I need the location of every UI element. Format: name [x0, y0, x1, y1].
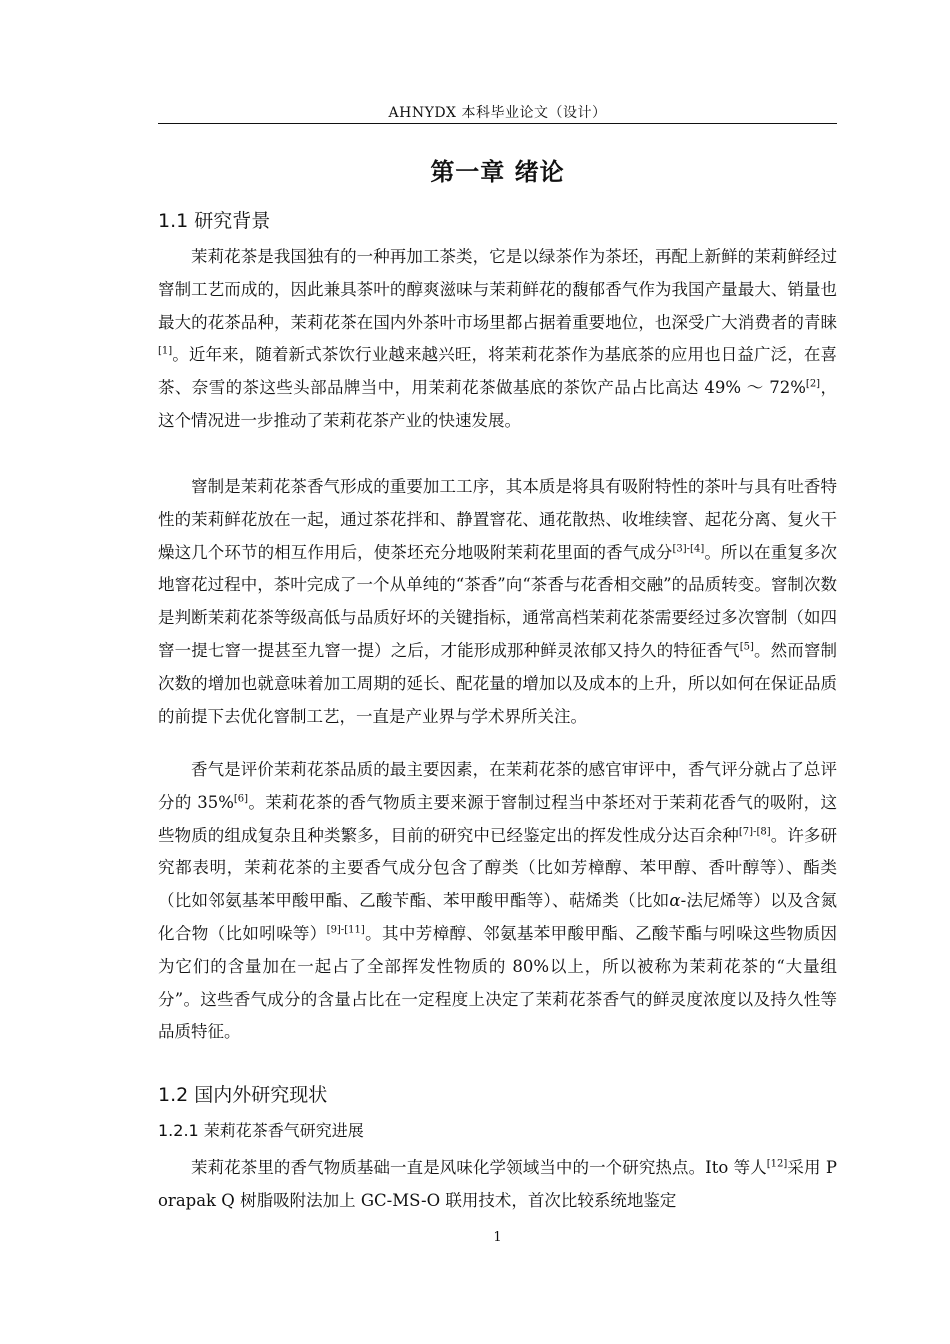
paragraph-text: 香气是评价茉莉花茶品质的最主要因素，在茉莉花茶的感官审评中，香气评分就占了总评分的 35% [158, 760, 837, 812]
citation: [9]-[11] [326, 924, 365, 936]
citation: [5] [739, 641, 754, 653]
paragraph-background-3 [158, 754, 837, 1049]
chapter-title: 第一章 绪论 [430, 158, 565, 186]
paragraph-text: 。许多研究都表明，茉莉花茶的主要香气成分包含了醇类（比如芳樟醇、苯甲醇、香叶醇等）、酯类（比如邻氨基苯甲酸甲酯、乙酸苄酯、苯甲酸甲酯等）、萜烯类（比如 [158, 825, 838, 911]
paragraph-text: -法尼烯等）以及含氮化合物（比如吲哚等） [158, 891, 838, 943]
citation: [1] [158, 345, 173, 357]
header-rule [158, 123, 837, 124]
paragraph-text: 。近年来，随着新式茶饮行业越来越兴旺，将茉莉花茶作为基底茶的应用也日益广泛，在喜茶、奈雪的茶这些头部品牌当中，用茉莉花茶做基底的茶饮产品占比高达 49% ～ 72% [158, 345, 837, 398]
paragraph-background-1 [158, 241, 837, 438]
paragraph-text: 。所以在重复多次地窨花过程中，茶叶完成了一个从单纯的“茶香”向“茶香与花香相交融”的品质转变。窨制次数是判断茉莉花茶等级高低与品质好坏的关键指标，通常高档茉莉花茶需要经过多次窨制（如四窨一提七窨一提甚至九窨一提）之后，才能形成那种鲜灵浓郁又持久的特征香气 [158, 542, 838, 660]
citation: [7]-[8] [738, 826, 771, 838]
paragraph-background-2 [158, 471, 837, 733]
running-header: AHNYDX 本科毕业论文（设计） [388, 105, 607, 121]
paragraph-text: 。茉莉花茶的香气物质主要来源于窨制过程当中茶坯对于茉莉花香气的吸附，这些物质的组成复杂且种类繁多，目前的研究中已经鉴定出的挥发性成分达百余种 [158, 792, 838, 845]
paragraph-text: 茉莉花茶里的香气物质基础一直是风味化学领域当中的一个研究热点。Ito 等人 [191, 1158, 767, 1177]
paragraph-text: ，这个情况进一步推动了茉莉花茶产业的快速发展。 [158, 378, 837, 430]
greek-alpha: α [669, 891, 681, 911]
page-number: 1 [493, 1230, 502, 1245]
citation: [6] [233, 793, 249, 805]
citation: [2] [805, 378, 821, 390]
paragraph-text: 茉莉花茶是我国独有的一种再加工茶类，它是以绿茶作为茶坯，再配上新鲜的茉莉鲜经过窨制工艺而成的，因此兼具茶叶的醇爽滋味与茉莉鲜花的馥郁香气作为我国产量最大、销量也最大的花茶品种，茉莉花茶在国内外茶叶市场里都占据着重要地位，也深受广大消费者的青睐 [158, 247, 837, 332]
paragraph-text: 。其中芳樟醇、邻氨基苯甲酸甲酯、乙酸苄酯与吲哚这些物质因为它们的含量加在一起占了全部挥发性物质的 80%以上，所以被称为茉莉花茶的“大量组分”。这些香气成分的含量占比在一定程度上决定了茉莉花茶香气的鲜灵度浓度以及持久性等品质特征。 [158, 923, 838, 1042]
section-heading-1-2: 1.2 国内外研究现状 [158, 1084, 328, 1106]
paragraph-text: 采用 Porapak Q 树脂吸附法加上 GC-MS-O 联用技术，首次比较系统地鉴定 [158, 1158, 837, 1210]
citation: [3]-[4] [672, 543, 705, 555]
citation: [12] [766, 1158, 788, 1170]
section-heading-1-1: 1.1 研究背景 [158, 210, 271, 232]
paragraph-text: 。然而窨制次数的增加也就意味着加工周期的延长、配花量的增加以及成本的上升，所以如何在保证品质的前提下去优化窨制工艺，一直是产业界与学术界所关注。 [158, 640, 838, 726]
paragraph-research-progress [158, 1152, 837, 1218]
paragraph-text: 窨制是茉莉花茶香气形成的重要加工工序，其本质是将具有吸附特性的茶叶与具有吐香特性的茉莉鲜花放在一起，通过茶花拌和、静置窨花、通花散热、收堆续窨、起花分离、复火干燥这几个环节的相互作用后，使茶坯充分地吸附茉莉花里面的香气成分 [158, 477, 837, 562]
subsection-heading-1-2-1: 1.2.1 茉莉花茶香气研究进展 [158, 1121, 364, 1140]
